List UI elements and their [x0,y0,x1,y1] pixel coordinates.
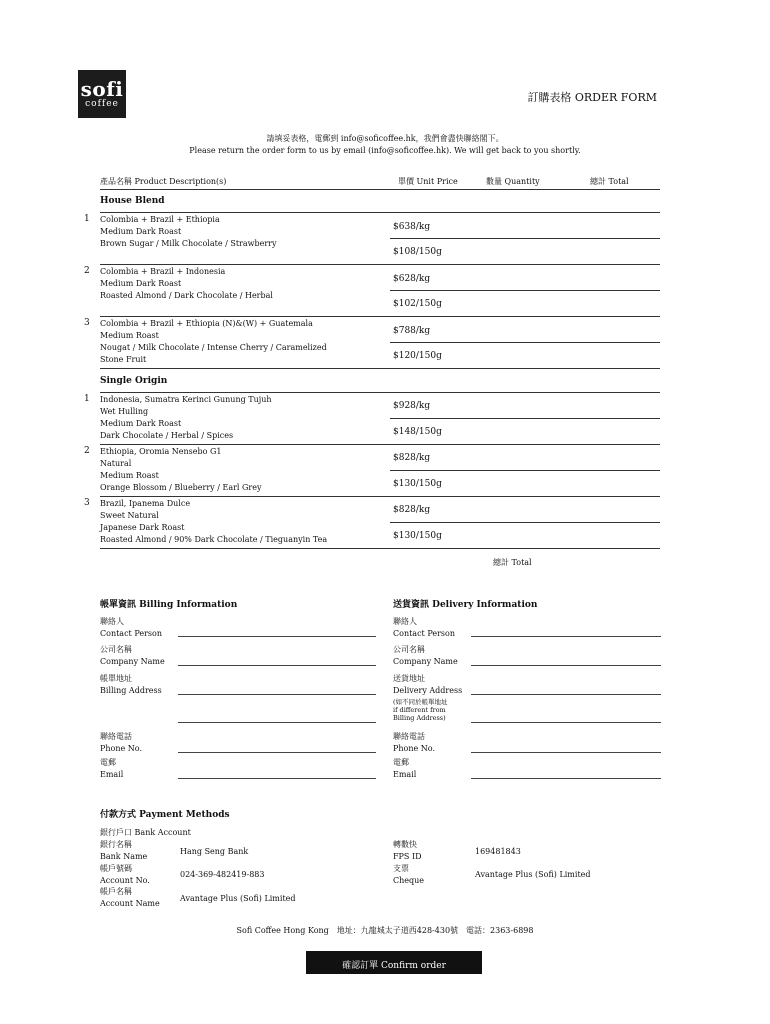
account-name-label: 帳戶名稱 Account Name [100,887,160,908]
billing-contact-label: 聯絡人 Contact Person [100,617,162,638]
divider [100,189,660,190]
delivery-email-field[interactable] [471,778,661,779]
price-per-kg: $628/kg [393,274,431,284]
account-name-value: Avantage Plus (Sofi) Limited [180,894,296,903]
divider [390,522,660,523]
billing-address-field-line2[interactable] [178,722,376,723]
billing-address-field[interactable] [178,694,376,695]
divider [100,392,660,393]
footer-address: Sofi Coffee Hong Kong 地址：九龍城太子道西428-430號 電話：2363-6898 [236,926,534,935]
intro-zh: 請填妥表格，電郵到 info@soficoffee.hk，我們會盡快聯絡閣下。 [266,134,504,143]
billing-phone-field[interactable] [178,752,376,753]
delivery-address-field-line2[interactable] [471,722,661,723]
item-number: 1 [84,394,90,404]
divider [100,496,660,497]
fps-value: 169481843 [475,847,521,856]
divider [100,212,660,213]
price-per-kg: $828/kg [393,453,431,463]
bank-name-label: 銀行名稱 Bank Name [100,840,148,861]
delivery-contact-label: 聯絡人 Contact Person [393,617,455,638]
price-per-kg: $638/kg [393,222,431,232]
header-unit-price: 單價 Unit Price [398,177,458,186]
divider [390,470,660,471]
header-quantity: 數量 Quantity [486,177,540,186]
price-per-kg: $928/kg [393,401,431,411]
account-no-label: 帳戶號碼 Account No. [100,864,150,885]
fps-label: 轉數快 FPS ID [393,840,422,861]
bank-name-value: Hang Seng Bank [180,847,249,856]
billing-title: 帳單資訊 Billing Information [100,600,238,610]
divider [100,444,660,445]
billing-contact-field[interactable] [178,636,376,637]
item-number: 1 [84,214,90,224]
billing-email-field[interactable] [178,778,376,779]
billing-company-label: 公司名稱 Company Name [100,645,165,666]
price-per-150g: $130/150g [393,531,442,541]
payment-title: 付款方式 Payment Methods [100,810,230,820]
billing-phone-label: 聯絡電話 Phone No. [100,732,142,753]
item-number: 3 [84,318,90,328]
cheque-value: Avantage Plus (Sofi) Limited [475,870,591,879]
sofi-coffee-logo [78,70,126,118]
intro-en: Please return the order form to us by email (info@soficoffee.hk). We will get back to you shortly. [189,146,581,155]
divider [390,418,660,419]
product-description: Colombia + Brazil + Indonesia Medium Dark Roast Roasted Almond / Dark Chocolate / Herbal [100,267,273,300]
confirm-order-button[interactable]: 確認訂單 Confirm order [306,951,482,974]
divider [100,368,660,369]
product-description: Brazil, Ipanema Dulce Sweet Natural Japanese Dark Roast Roasted Almond / 90% Dark Chocolate / Tieguanyin Tea [100,499,328,544]
page-title: 訂購表格 ORDER FORM [527,91,657,104]
section-single-origin: Single Origin [100,376,168,386]
logo-text: sofi [80,77,124,101]
price-per-150g: $148/150g [393,427,442,437]
item-number: 2 [84,446,90,456]
product-description: Colombia + Brazil + Ethiopia Medium Dark Roast Brown Sugar / Milk Chocolate / Strawberry [100,215,277,248]
item-number: 2 [84,266,90,276]
billing-email-label: 電郵 Email [100,758,124,779]
delivery-address-note: (如不同於帳單地址 if different from Billing Address) [393,698,448,722]
section-house-blend: House Blend [100,196,165,206]
delivery-phone-field[interactable] [471,752,661,753]
divider [100,548,660,549]
divider [390,238,660,239]
delivery-email-label: 電郵 Email [393,758,417,779]
header-total: 總計 Total [590,177,629,186]
product-description: Ethiopia, Oromia Nensebo G1 Natural Medium Roast Orange Blossom / Blueberry / Earl Grey [100,447,262,492]
divider [390,290,660,291]
divider [390,342,660,343]
logo-subtext: coffee [85,99,119,109]
delivery-company-field[interactable] [471,665,661,666]
item-number: 3 [84,498,90,508]
price-per-150g: $120/150g [393,351,442,361]
delivery-phone-label: 聯絡電話 Phone No. [393,732,435,753]
bank-account-label: 銀行戶口 Bank Account [100,828,191,837]
price-per-kg: $828/kg [393,505,431,515]
account-no-value: 024-369-482419-883 [180,870,265,879]
billing-address-label: 帳單地址 Billing Address [100,674,162,695]
cheque-label: 支票 Cheque [393,864,425,885]
price-per-kg: $788/kg [393,326,431,336]
billing-company-field[interactable] [178,665,376,666]
divider [100,264,660,265]
delivery-title: 送貨資訊 Delivery Information [393,600,538,610]
delivery-company-label: 公司名稱 Company Name [393,645,458,666]
price-per-150g: $130/150g [393,479,442,489]
product-description: Colombia + Brazil + Ethiopia (N)&(W) + Guatemala Medium Roast Nougat / Milk Chocolate / Intense Cherry / Caramelized Stone Fruit [100,319,327,364]
delivery-address-label: 送貨地址 Delivery Address [393,674,463,695]
price-per-150g: $108/150g [393,247,442,257]
product-description: Indonesia, Sumatra Kerinci Gunung Tujuh Wet Hulling Medium Dark Roast Dark Chocolate / Herbal / Spices [100,395,272,440]
grand-total-label: 總計 Total [493,558,532,567]
delivery-address-field[interactable] [471,694,661,695]
header-description: 產品名稱 Product Description(s) [100,177,227,186]
price-per-150g: $102/150g [393,299,442,309]
delivery-contact-field[interactable] [471,636,661,637]
divider [100,316,660,317]
